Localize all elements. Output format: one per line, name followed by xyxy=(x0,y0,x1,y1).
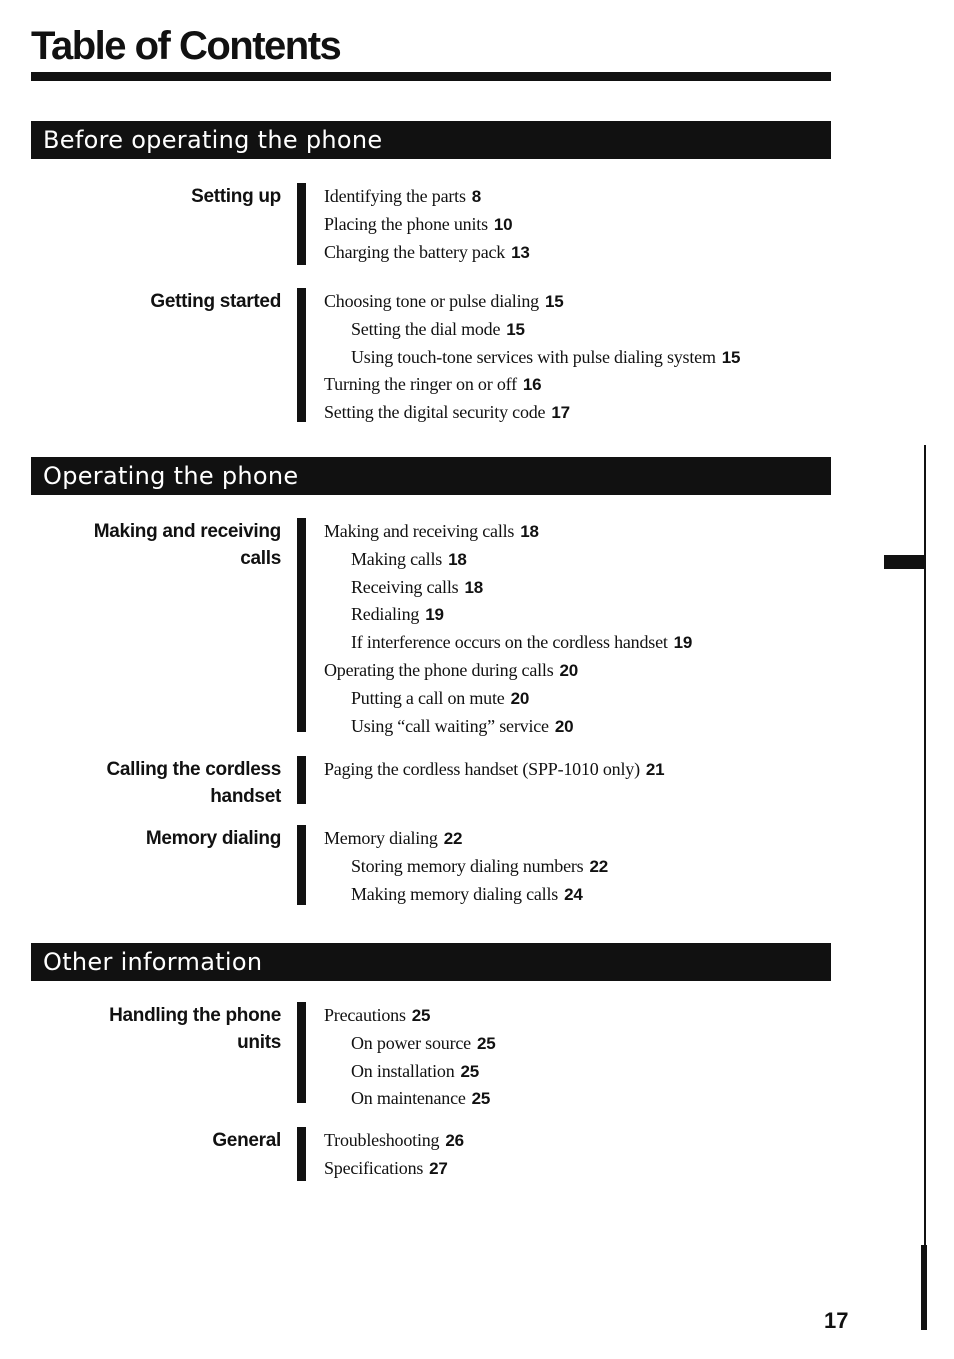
toc-entry-text: Making and receiving calls xyxy=(324,521,515,541)
toc-entry-list xyxy=(324,825,608,908)
toc-subentry[interactable] xyxy=(324,1030,495,1058)
toc-subentry[interactable] xyxy=(324,853,608,881)
toc-entry[interactable] xyxy=(324,1155,464,1183)
toc-entry-page: 21 xyxy=(645,760,665,779)
toc-entry-page: 8 xyxy=(471,187,482,206)
toc-subentry[interactable] xyxy=(324,546,692,574)
toc-entry[interactable] xyxy=(324,518,692,546)
toc-entry-text: Identifying the parts xyxy=(324,186,466,206)
toc-entry-list xyxy=(324,756,664,784)
toc-subentry[interactable] xyxy=(324,1058,495,1086)
toc-entry-page: 24 xyxy=(564,884,583,904)
toc-entry-list xyxy=(324,1002,495,1113)
toc-group-bar xyxy=(297,1127,306,1181)
toc-entry[interactable] xyxy=(324,756,664,784)
toc-entry-page: 17 xyxy=(551,403,570,423)
toc-entry-page: 15 xyxy=(721,347,741,367)
toc-group xyxy=(31,183,831,265)
page-title: Table of Contents xyxy=(31,24,341,68)
toc-entry-text: Specifications xyxy=(324,1157,424,1178)
toc-entry[interactable] xyxy=(324,211,530,239)
toc-subentry[interactable] xyxy=(324,601,692,629)
toc-entry-text: Charging the battery pack xyxy=(324,241,506,262)
section-heading: Other information xyxy=(31,943,831,981)
toc-subentry[interactable] xyxy=(324,685,692,713)
toc-entry-text: Setting the dial mode xyxy=(351,318,501,339)
toc-entry-text: Making calls xyxy=(351,548,443,569)
toc-entry-text: Putting a call on mute xyxy=(351,687,505,708)
toc-subentry[interactable] xyxy=(324,629,692,657)
toc-entry-text: Using touch-tone services with pulse dialing system xyxy=(351,346,716,367)
toc-entry-page: 22 xyxy=(589,856,608,876)
toc-subentry[interactable] xyxy=(324,1085,495,1113)
section-tab-marker xyxy=(884,555,926,569)
toc-entry-page: 20 xyxy=(559,660,579,680)
toc-group-bar xyxy=(297,518,306,732)
toc-entry-text: Storing memory dialing numbers xyxy=(351,855,584,876)
toc-entry-page: 27 xyxy=(429,1158,448,1178)
toc-entry-page: 20 xyxy=(554,716,574,736)
section-heading: Before operating the phone xyxy=(31,121,831,159)
toc-entry[interactable] xyxy=(324,657,692,685)
toc-entry[interactable] xyxy=(324,1127,464,1155)
margin-rule-thick xyxy=(921,1245,927,1330)
toc-group-label: Calling the cordless handset xyxy=(106,759,281,807)
toc-entry-text: Receiving calls xyxy=(351,576,459,597)
toc-entry-text: Turning the ringer on or off xyxy=(324,374,517,395)
section-heading: Operating the phone xyxy=(31,457,831,495)
toc-entry-text: Paging the cordless handset (SPP-1010 only) xyxy=(324,759,640,779)
toc-entry-text: Choosing tone or pulse dialing xyxy=(324,291,539,311)
toc-entry-page: 19 xyxy=(673,633,693,653)
toc-entry-page: 25 xyxy=(471,1089,491,1109)
toc-entry-text: Troubleshooting xyxy=(324,1130,440,1150)
title-rule xyxy=(31,72,831,81)
toc-entry[interactable] xyxy=(324,825,608,853)
toc-group-label: Setting up xyxy=(191,186,281,207)
toc-subentry[interactable] xyxy=(324,713,692,741)
toc-entry-text: Precautions xyxy=(324,1005,406,1025)
toc-subentry[interactable] xyxy=(324,881,608,909)
toc-entry-text: On maintenance xyxy=(351,1088,466,1109)
toc-entry-page: 26 xyxy=(445,1131,464,1150)
toc-entry-page: 22 xyxy=(443,829,463,848)
toc-group-bar xyxy=(297,183,306,265)
toc-entry[interactable] xyxy=(324,371,740,399)
toc-group-label: Handling the phone units xyxy=(109,1005,281,1053)
toc-group xyxy=(31,756,831,807)
toc-group-label: General xyxy=(212,1130,281,1151)
toc-entry-text: Making memory dialing calls xyxy=(351,883,559,904)
toc-group xyxy=(31,1127,831,1181)
toc-entry-text: Setting the digital security code xyxy=(324,402,546,423)
toc-entry-text: If interference occurs on the cordless handset xyxy=(351,632,668,653)
toc-entry-page: 15 xyxy=(506,319,525,339)
toc-subentry[interactable] xyxy=(324,344,740,372)
toc-entry-list xyxy=(324,288,740,427)
toc-entry-page: 25 xyxy=(460,1061,480,1081)
toc-entry-page: 19 xyxy=(425,605,444,625)
toc-group-bar xyxy=(297,825,306,905)
toc-group-label: Making and receiving calls xyxy=(93,521,281,569)
toc-entry-page: 20 xyxy=(510,688,530,708)
toc-entry-page: 25 xyxy=(476,1033,496,1053)
toc-entry[interactable] xyxy=(324,183,530,211)
toc-group xyxy=(31,288,831,422)
toc-entry-text: Placing the phone units xyxy=(324,213,488,234)
toc-entry-page: 13 xyxy=(511,242,530,262)
toc-entry-text: Operating the phone during calls xyxy=(324,659,554,680)
toc-entry-list xyxy=(324,183,530,266)
page-number: 17 xyxy=(824,1308,849,1333)
toc-entry-page: 18 xyxy=(520,522,539,541)
toc-entry-text: On installation xyxy=(351,1060,455,1081)
toc-entry-list xyxy=(324,1127,464,1183)
toc-group xyxy=(31,825,831,905)
toc-group-bar xyxy=(297,288,306,422)
toc-entry-page: 10 xyxy=(493,214,513,234)
toc-entry-text: On power source xyxy=(351,1032,471,1053)
toc-group-bar xyxy=(297,1002,306,1103)
toc-group-bar xyxy=(297,756,306,804)
toc-group-label: Getting started xyxy=(150,291,281,312)
toc-group xyxy=(31,1002,831,1109)
toc-entry-list xyxy=(324,518,692,740)
toc-entry-page: 15 xyxy=(544,292,564,311)
margin-rule-thin xyxy=(924,445,926,1330)
toc-entry[interactable] xyxy=(324,399,740,427)
toc-entry-text: Memory dialing xyxy=(324,828,438,848)
margin-rule xyxy=(918,445,928,1330)
toc-group xyxy=(31,518,831,736)
toc-entry-text: Redialing xyxy=(351,604,420,625)
toc-entry-page: 25 xyxy=(411,1006,431,1025)
toc-entry[interactable] xyxy=(324,288,740,316)
toc-entry-page: 18 xyxy=(448,549,467,569)
toc-entry-page: 16 xyxy=(522,375,542,395)
toc-entry[interactable] xyxy=(324,1002,495,1030)
toc-subentry[interactable] xyxy=(324,316,740,344)
toc-group-label: Memory dialing xyxy=(145,828,281,849)
toc-entry[interactable] xyxy=(324,239,530,267)
toc-entry-page: 18 xyxy=(464,577,483,597)
toc-subentry[interactable] xyxy=(324,574,692,602)
toc-entry-text: Using “call waiting” service xyxy=(351,715,549,736)
